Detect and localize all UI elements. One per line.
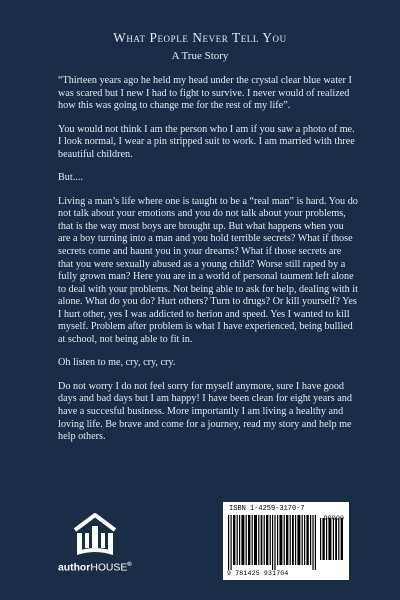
isbn-label: ISBN 1-4259-3170-7 xyxy=(229,505,305,513)
book-subtitle: A True Story xyxy=(171,50,229,62)
blurb-paragraph-closing: Do not worry I do not feel sorry for myself anymore, sure I have good days and bad days but I am happy! I have been clean for eight years and have a succesful business. More importantly I am living a healthy and loving life. Be brave and come for a journey, read my story and help me help others. xyxy=(58,380,352,443)
barcode-bars xyxy=(228,515,344,570)
barcode-digits: 9 781425 931704 xyxy=(227,570,289,577)
blurb-paragraph-main: Living a man’s life where one is taught to be a “real man” is hard. You do not talk about your emotions and you do not talk about your problems, that is the way most boys are brought up. But what happens when you are a boy turning into a man and you hold terrible secrets? What if those secrets come and haunt you in your dreams? What if those secrets are that you were sexually abused as a young child? Worse still raped by a fully grown man? Here you are in a world of personal taument left alone to deal with your problems. Not being able to ask for help, dealing with it alone. What do you do? Hurt others? Turn to drugs? Or kill yourself? Yes I hurt other, yes I was addicted to herion and speed. Yes I wanted to kill myself. Problem after problem is what I have experienced, being bullied at school, not being able to fit in. xyxy=(58,195,358,346)
blurb-paragraph-quote: “Thirteen years ago he held my head under the crystal clear blue water I was scared but I new I had to fight to survive. I never would of realized how this was going to change me for the rest of my life”. xyxy=(58,75,352,112)
publisher-logo xyxy=(58,512,153,582)
blurb-paragraph-cry: Oh listen to me, cry, cry, cry. xyxy=(58,357,176,369)
authorhouse-book-house-icon xyxy=(71,512,119,558)
blurb-paragraph-intro: You would not think I am the person who I am if you saw a photo of me. I look normal, I wear a pin stripped suit to work. I am married with three beautiful children. xyxy=(58,123,355,160)
book-title: What People Never Tell You xyxy=(113,30,287,45)
publisher-name-bold: author xyxy=(58,562,91,574)
blurb-paragraph-but: But.... xyxy=(58,172,83,184)
registered-mark: ® xyxy=(127,562,132,568)
publisher-name xyxy=(58,562,158,573)
isbn-barcode xyxy=(223,502,349,580)
publisher-name-light: HOUSE xyxy=(90,562,128,574)
blurb xyxy=(58,75,358,455)
